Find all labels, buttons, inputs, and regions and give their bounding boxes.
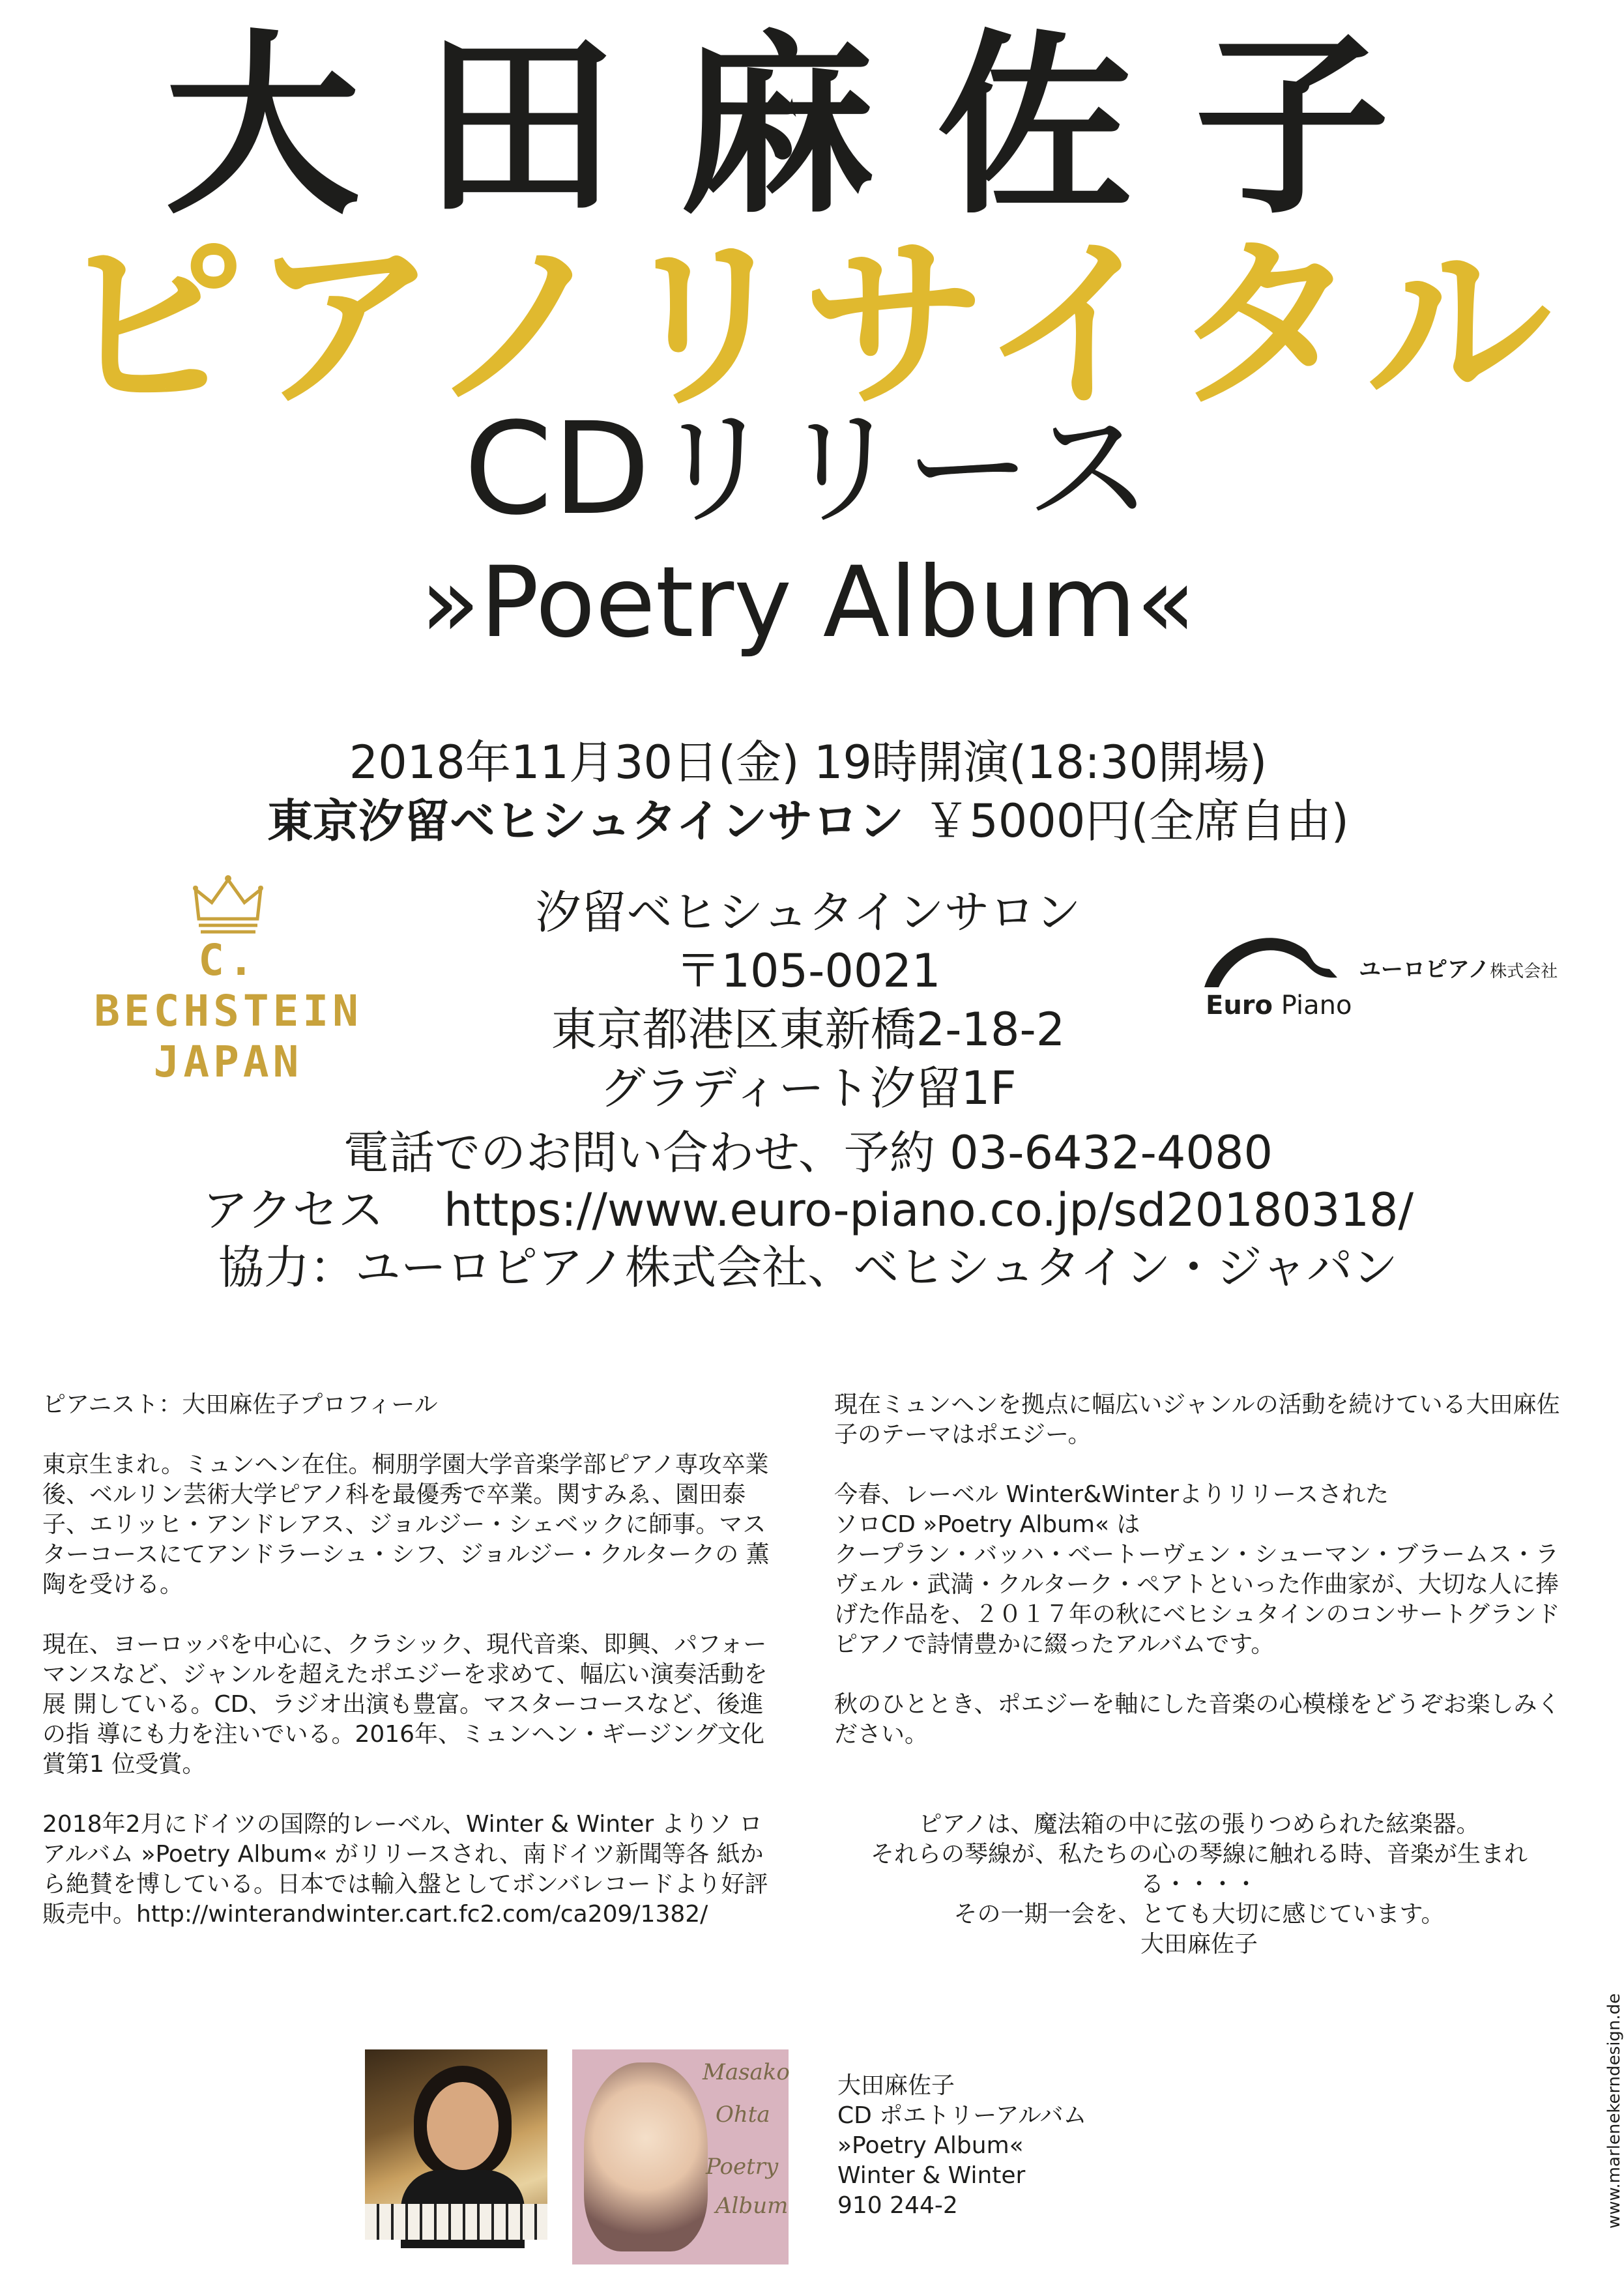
cd-info-line: Winter & Winter [837, 2162, 1026, 2189]
cover-text: Masako [703, 2059, 790, 2085]
poem-signature: 大田麻佐子 [1140, 1931, 1258, 1958]
about-paragraph [834, 1480, 1564, 1660]
europiano-company-suffix: 株式会社 [1490, 962, 1558, 981]
piano-keys [365, 2204, 547, 2240]
performer-name: 大田麻佐子 [164, 13, 1452, 240]
poem [834, 1810, 1564, 1960]
europiano-wordmark-bold: Euro [1206, 991, 1273, 1020]
profile-heading: ピアニスト：大田麻佐子プロフィール [42, 1391, 438, 1418]
contact-info [0, 1124, 1616, 1296]
support-line: 協力：ユーロピアノ株式会社、ベヒシュタイン・ジャパン [218, 1241, 1399, 1294]
europiano-company-name: ユーロピアノ [1359, 957, 1490, 983]
poem-line: それらの琴線が、私たちの心の琴線に触れる時、音楽が生まれる・・・・ [870, 1841, 1528, 1898]
cd-info-line: 910 244-2 [837, 2192, 958, 2219]
about-line: 今春、レーベル Winter&Winterよりリリースされた [834, 1481, 1389, 1508]
address-line: グラディート汐留1F [600, 1062, 1017, 1115]
cd-info [837, 2071, 1087, 2221]
poem-line: その一期一会を、とても大切に感じています。 [953, 1901, 1445, 1928]
crown-icon [189, 873, 267, 935]
cd-info-line: 大田麻佐子 [837, 2072, 955, 2099]
album-title: »Poetry Album« [420, 546, 1196, 659]
pianist-photo [365, 2049, 547, 2240]
ticket-price: ￥5000円(全席自由) [923, 794, 1349, 848]
album-cover-image [572, 2049, 789, 2264]
cd-info-line: CD ポエトリーアルバム [837, 2102, 1087, 2129]
poem-line: ピアノは、魔法箱の中に弦の張りつめられた絃楽器。 [918, 1811, 1480, 1838]
cd-info-line: »Poetry Album« [837, 2132, 1024, 2159]
europiano-logo [1199, 925, 1590, 1023]
designer-url[interactable]: www.marlenekerndesign.de [1604, 1993, 1624, 2229]
about-column [834, 1390, 1564, 1960]
photo-face [427, 2082, 499, 2170]
piano-lid-icon [1199, 929, 1342, 991]
profile-paragraph: 現在、ヨーロッパを中心に、クラシック、現代音楽、即興、パフォーマンスなど、ジャンルを超えたポエジーを求めて、幅広い演奏活動を展 開している。CD、ラジオ出演も豊富。マスターコースなど、後進の指 導にも力を注いでいる。2016年、ミュンヘン・ギージング文化賞第1 位受賞。 [42, 1631, 768, 1778]
about-line: クープラン・バッハ・ベートーヴェン・シューマン・ブラームス・ラヴェル・武満・クルターク・ペアトといった作曲家が、大切な人に捧げた作品を、２０１７年の秋にベヒシュタインのコンサートグランドピアノで詩情豊かに綴ったアルバムです。 [834, 1541, 1560, 1658]
cover-text: Album [716, 2193, 789, 2219]
profile-column [42, 1390, 772, 1960]
phone-line: 電話でのお問い合わせ、予約 03-6432-4080 [343, 1126, 1273, 1179]
access-line[interactable]: アクセス https://www.euro-piano.co.jp/sd20180318/ [202, 1183, 1414, 1237]
recital-title: ピアノリサイタル [58, 218, 1558, 434]
bechstein-logo-line2: JAPAN [153, 1037, 303, 1087]
cover-text: Ohta [716, 2102, 770, 2128]
bechstein-logo [65, 873, 391, 1088]
europiano-wordmark-light: Piano [1273, 991, 1352, 1020]
europiano-wordmark [1206, 991, 1352, 1020]
about-paragraph: 現在ミュンヘンを拠点に幅広いジャンルの活動を続けている大田麻佐子のテーマはポエジー。 [834, 1391, 1560, 1448]
address-line: 東京都港区東新橋2-18-2 [551, 1003, 1066, 1056]
venue-price-line [0, 792, 1616, 850]
venue-address [404, 883, 1212, 1118]
address-line: 汐留ベヒシュタインサロン [535, 886, 1081, 939]
profile-paragraph: 東京生まれ。ミュンヘン在住。桐朋学園大学音楽学部ピアノ専攻卒業後、ベルリン芸術大学ピアノ科を最優秀で卒業。関すみゑ、園田泰 子、エリッヒ・アンドレアス、ジョルジー・シェベックに師事。マスターコースにてアンドラーシュ・シフ、ジョルジー・クルタークの 薫陶を受ける。 [42, 1451, 770, 1598]
about-line: ソロCD »Poetry Album« は [834, 1511, 1140, 1538]
cd-release-heading: CDリリース [463, 395, 1153, 543]
about-paragraph: 秋のひととき、ポエジーを軸にした音楽の心模様をどうぞお楽しみください。 [834, 1691, 1561, 1748]
profile-paragraph: 2018年2月にドイツの国際的レーベル、Winter & Winter よりソ ロアルバム »Poetry Album« がリリースされ、南ドイツ新聞等各 紙から絶賛を博している。日本では輸入盤としてボンバレコードより好評販売中。http://winterandwinter.cart.fc2.com/ca209/1382/ [42, 1811, 768, 1928]
venue-name: 東京汐留ベヒシュタインサロン [267, 794, 905, 848]
cover-portrait [584, 2062, 708, 2251]
cover-text: Poetry [706, 2154, 779, 2180]
bechstein-logo-line1: C. BECHSTEIN [94, 935, 362, 1036]
europiano-company [1359, 951, 1558, 983]
event-date: 2018年11月30日(金) 19時開演(18:30開場) [349, 736, 1268, 789]
address-line: 〒105-0021 [675, 944, 941, 998]
